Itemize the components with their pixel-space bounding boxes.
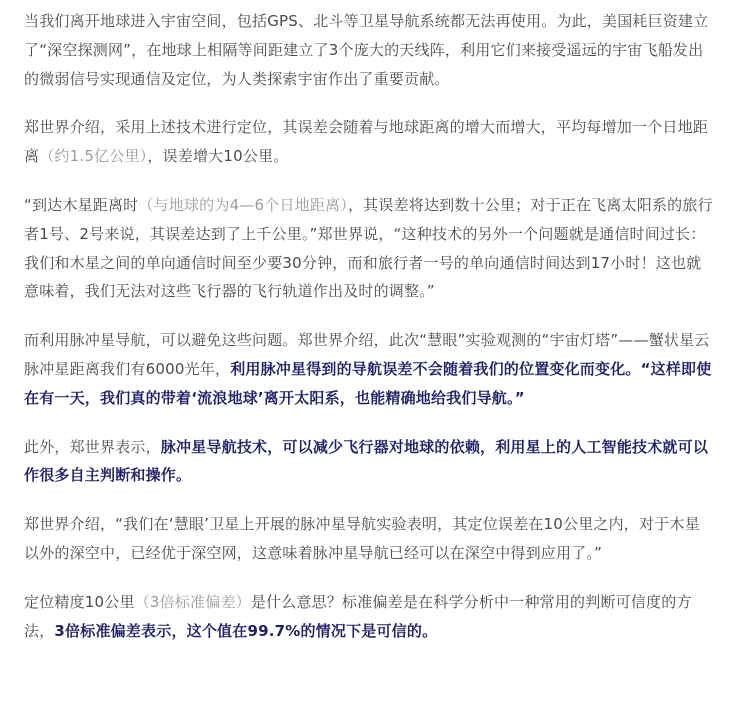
paragraph-text: 定位精度10公里	[24, 592, 135, 611]
parenthetical-note: （与地球的为4—6个日地距离）	[138, 195, 348, 214]
emphasized-text: 脉冲星导航技术，可以减少飞行器对地球的依赖，利用星上的人工智能技术就可以作很多自主判断和操作。	[24, 437, 709, 485]
paragraph-text: 当我们离开地球进入宇宙空间，包括GPS、北斗等卫星导航系统都无法再使用。为此，美国耗巨资建立了“深空探测网”，在地球上相隔等间距建立了3个庞大的天线阵，利用它们来接受遥远的宇宙飞船发出的微弱信号实现通信及定位，为人类探索宇宙作出了重要贡献。	[24, 12, 709, 88]
paragraph-1	[24, 7, 714, 93]
parenthetical-note: （3倍标准偏差）	[134, 592, 251, 611]
paragraph-text: 郑世界介绍，采用上述技术进行定位，其误差会随着与地球距离的增大而增大，平均每增加一个日地距离	[24, 118, 709, 166]
paragraph-text: ，其误差将达到数十公里；对于正在飞离太阳系的旅行者1号、2号来说，其误差达到了上千公里。”郑世界说，“这种技术的另外一个问题就是通信时间过长：我们和木星之间的单向通信时间至少要30分钟，而和旅行者一号的单向通信时间达到17小时！这也就意味着，我们无法对这些飞行器的飞行轨道作出及时的调整。”	[24, 195, 713, 301]
paragraph-5	[24, 433, 714, 491]
paragraph-4	[24, 326, 714, 412]
paragraph-7	[24, 588, 714, 646]
paragraph-2	[24, 113, 714, 171]
emphasized-text: 利用脉冲星得到的导航误差不会随着我们的位置变化而变化。“这样即使在有一天，我们真的带着‘流浪地球’离开太阳系，也能精确地给我们导航。”	[24, 359, 712, 407]
paragraph-text: 此外，郑世界表示，	[24, 437, 161, 456]
paragraph-text: 是什么意思？标准偏差是在科学分析中一种常用的判断可信度的方法，	[24, 592, 692, 640]
paragraph-text: 郑世界介绍，“我们在‘慧眼’卫星上开展的脉冲星导航实验表明，其定位误差在10公里之内，对于木星以外的深空中，已经优于深空网，这意味着脉冲星导航已经可以在深空中得到应用了。”	[24, 515, 700, 562]
paragraph-3	[24, 191, 714, 306]
paragraph-text: ，误差增大10公里。	[147, 147, 289, 166]
paragraph-text: “到达木星距离时	[24, 195, 139, 214]
emphasized-text: 3倍标准偏差表示，这个值在99.7%的情况下是可信的。	[54, 621, 438, 640]
parenthetical-note: （约1.5亿公里）	[39, 147, 148, 166]
paragraph-text: 而利用脉冲星导航，可以避免这些问题。郑世界介绍，此次“慧眼”实验观测的“宇宙灯塔”——蟹状星云脉冲星距离我们有6000光年，	[24, 331, 710, 378]
article-body	[24, 7, 714, 665]
paragraph-6	[24, 510, 714, 568]
